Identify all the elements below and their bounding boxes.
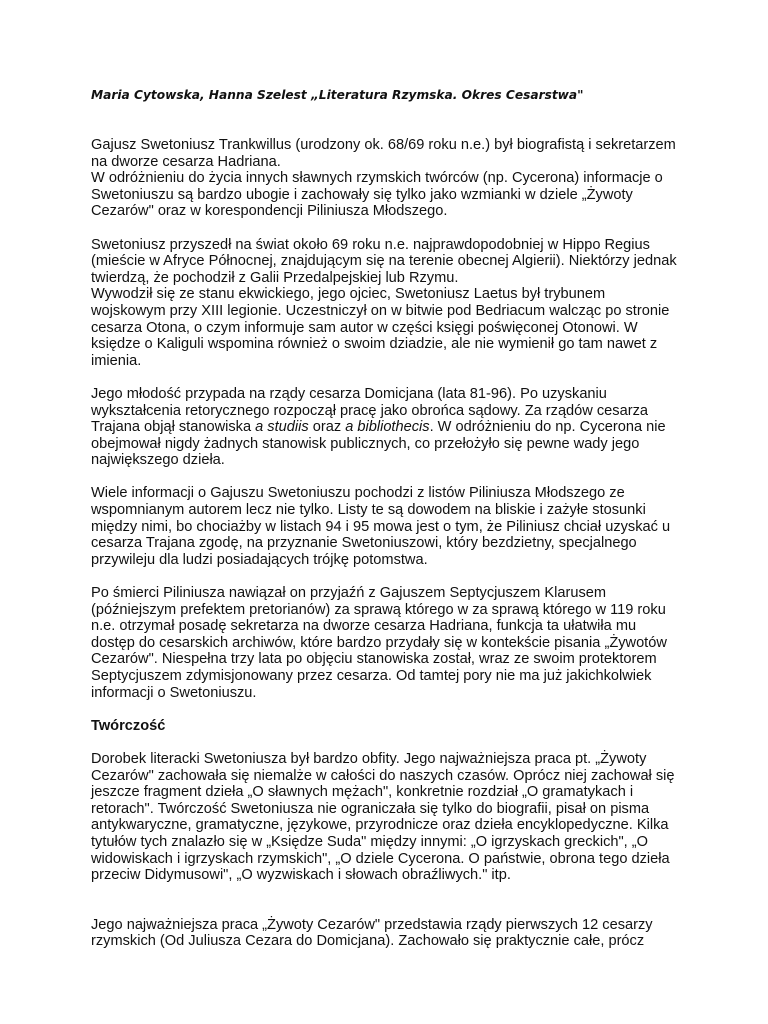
document-page [91, 87, 681, 950]
source-citation: Maria Cytowska, Hanna Szelest „Literatura Rzymska. Okres Cesarstwa" [91, 88, 584, 102]
paragraph-youth: Jego młodość przypada na rządy cesarza Domicjana (lata 81-96). Po uzyskaniu wykształcenia retorycznego rozpoczął pracę jako obrońca sądowy. Za rządów cesarza Trajana objął stanowiska a studiis oraz a bibliothecis. W odróżnieniu do np. Cycerona nie obejmował nigdy żadnych stanowisk publicznych, co przełożyło się pewne wady jego największego dzieła. [91, 385, 666, 469]
italic-term: a bibliothecis [345, 419, 430, 436]
italic-term: a studiis [255, 419, 309, 436]
paragraph-intro: Gajusz Swetoniusz Trankwillus (urodzony ok. 68/69 roku n.e.) był biografistą i sekretarzem na dworze cesarza Hadriana. [91, 137, 676, 170]
paragraph-birth: Swetoniusz przyszedł na świat około 69 roku n.e. najprawdopodobniej w Hippo Regius (mieście w Afryce Północnej, znajdującym się na terenie obecnej Algierii). Niektórzy jednak twierdzą, że pochodził z Galii Przedalpejskiej lub Rzymu. [91, 236, 677, 286]
section-heading: Twórczość [91, 717, 166, 734]
paragraph-career: Po śmierci Piliniusza nawiązał on przyjaźń z Gajuszem Septycjuszem Klarusem (późniejszym prefektem pretorianów) za sprawą którego w za sprawą którego w 119 roku n.e. otrzymał posadę sekretarza na dworze cesarza Hadriana, funkcja ta ułatwiła mu dostęp do cesarskich archiwów, które bardzo przydały się w kontekście pisania „Żywotów Cezarów". Niespełna trzy lata po objęciu stanowiska został, wraz ze swoim protektorem Septycjuszem zdymisjonowany przez cesarza. Od tamtej pory nie ma już jakichkolwiek informacji o Swetoniuszu. [91, 585, 667, 701]
paragraph-origin: Wywodził się ze stanu ekwickiego, jego ojciec, Swetoniusz Laetus był trybunem wojskowym przy XIII legionie. Uczestniczył on w bitwie pod Bedriacum walcząc po stronie cesarza Otona, o czym informuje sam autor w części księgi poświęconej Otonowi. W księdze o Kaliguli wspomina również o swoim dziadzie, ale nie wymienił go tam nawet z imienia. [91, 286, 670, 369]
paragraph-lives-of-caesars: Jego najważniejsza praca „Żywoty Cezarów" przedstawia rządy pierwszych 12 cesarzy rzymskich (Od Juliusza Cezara do Domicjana). Zachowało się praktycznie całe, prócz [91, 916, 653, 950]
paragraph-works: Dorobek literacki Swetoniusza był bardzo obfity. Jego najważniejsza praca pt. „Żywoty Cezarów" zachowała się niemalże w całości do naszych czasów. Oprócz niej zachował się jeszcze fragment dzieła „O sławnych mężach", konkretnie rozdział „O gramatykach i retorach". Twórczość Swetoniusza nie ograniczała się tylko do biografii, pisał on pisma antykwaryczne, gramatyczne, językowe, przyrodnicze oraz dzieła encyklopedyczne. Kilka tytułów tych znalazło się w „Księdze Suda" między innymi: „O igrzyskach greckich", „O widowiskach i igrzyskach rzymskich", „O dziele Cycerona. O państwie, obrona tego dzieła przeciw Didymusowi", „O wyzwiskach i słowach obraźliwych." itp. [91, 750, 675, 884]
paragraph-sources: W odróżnieniu do życia innych sławnych rzymskich twórców (np. Cycerona) informacje o Swetoniuszu są bardzo ubogie i zachowały się tylko jako wzmianki w dziele „Żywoty Cezarów" oraz w korespondencji Piliniusza Młodszego. [91, 170, 663, 220]
paragraph-letters: Wiele informacji o Gajuszu Swetoniuszu pochodzi z listów Piliniusza Młodszego ze wspomnianym autorem lecz nie tylko. Listy te są dowodem na bliskie i zażyłe stosunki między nimi, bo chociażby w listach 94 i 95 mowa jest o tym, że Piliniusz chciał uzyskać u cesarza Trajana zgodę, na przyznanie Swetoniuszowi, który bezdzietny, specjalnego przywileju dla ludzi posiadających trójkę potomstwa. [91, 485, 671, 568]
